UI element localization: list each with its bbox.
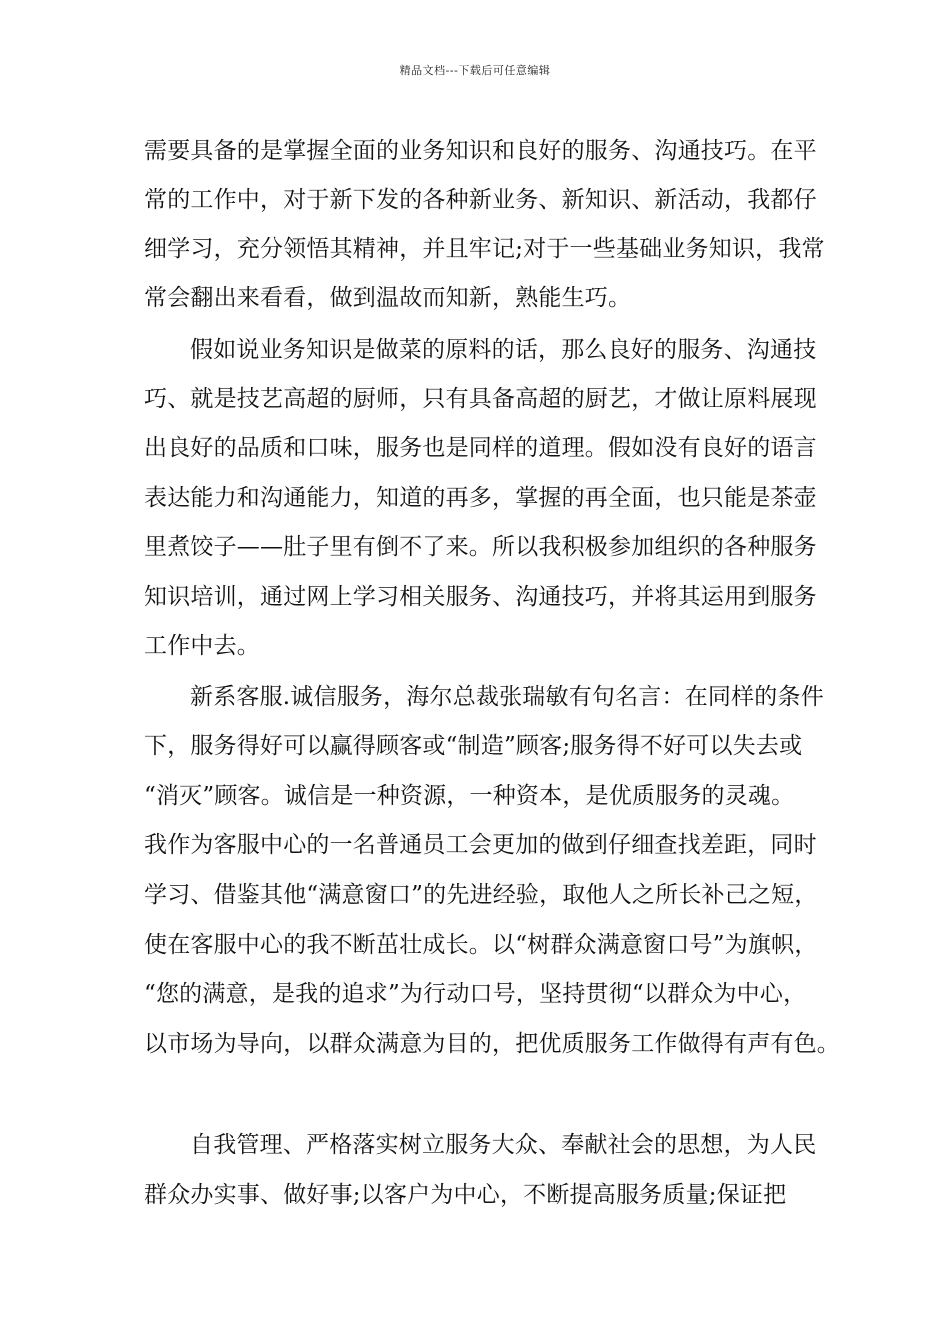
page-header: 精品文档---下载后可任意编辑 (399, 64, 551, 77)
paragraph-3-line-7: “您的满意，是我的追求”为行动口号，坚持贯彻“以群众为中心， (144, 981, 807, 1007)
paragraph-2-line-3: 出良好的品质和口味，服务也是同样的道理。假如没有良好的语言 (144, 435, 817, 461)
paragraph-1-line-4: 常会翻出来看看，做到温故而知新，熟能生巧。 (144, 285, 632, 311)
paragraph-1-line-2: 常的工作中，对于新下发的各种新业务、新知识、新活动，我都仔 (144, 187, 817, 213)
paragraph-2-line-1: 假如说业务知识是做菜的原料的话，那么良好的服务、沟通技 (190, 337, 817, 363)
paragraph-1-line-1: 需要具备的是掌握全面的业务知识和良好的服务、沟通技巧。在平 (144, 138, 817, 164)
paragraph-3-line-8: 以市场为导向，以群众满意为目的，把优质服务工作做得有声有色。 (144, 1031, 840, 1057)
paragraph-2-line-6: 知识培训，通过网上学习相关服务、沟通技巧，并将其运用到服务 (144, 584, 817, 610)
paragraph-3-line-2: 下，服务得好可以赢得顾客或“制造”顾客;服务得不好可以失去或 (144, 733, 803, 759)
paragraph-3-line-6: 使在客服中心的我不断茁壮成长。以“树群众满意窗口号”为旗帜， (144, 932, 818, 958)
paragraph-1-line-3: 细学习，充分领悟其精神，并且牢记;对于一些基础业务知识，我常 (144, 236, 825, 262)
paragraph-3-line-5: 学习、借鉴其他“满意窗口”的先进经验，取他人之所长补己之短， (144, 882, 818, 908)
paragraph-2-line-2: 巧、就是技艺高超的厨师，只有具备高超的厨艺，才做让原料展现 (144, 386, 817, 412)
paragraph-2-line-5: 里煮饺子——肚子里有倒不了来。所以我积极参加组织的各种服务 (144, 534, 817, 560)
paragraph-2-line-4: 表达能力和沟通能力，知道的再多，掌握的再全面，也只能是茶壶 (144, 485, 817, 511)
paragraph-4-line-1: 自我管理、严格落实树立服务大众、奉献社会的思想，为人民 (190, 1132, 817, 1158)
paragraph-3-line-3: “消灭”顾客。诚信是一种资源，一种资本，是优质服务的灵魂。 (144, 783, 795, 809)
paragraph-3-line-1: 新系客服.诚信服务，海尔总裁张瑞敏有句名言：在同样的条件 (190, 684, 824, 710)
paragraph-4-line-2: 群众办实事、做好事;以客户为中心，不断提高服务质量;保证把 (144, 1182, 787, 1208)
paragraph-3-line-4: 我作为客服中心的一名普通员工会更加的做到仔细查找差距，同时 (144, 832, 817, 858)
paragraph-2-line-7: 工作中去。 (144, 633, 260, 659)
